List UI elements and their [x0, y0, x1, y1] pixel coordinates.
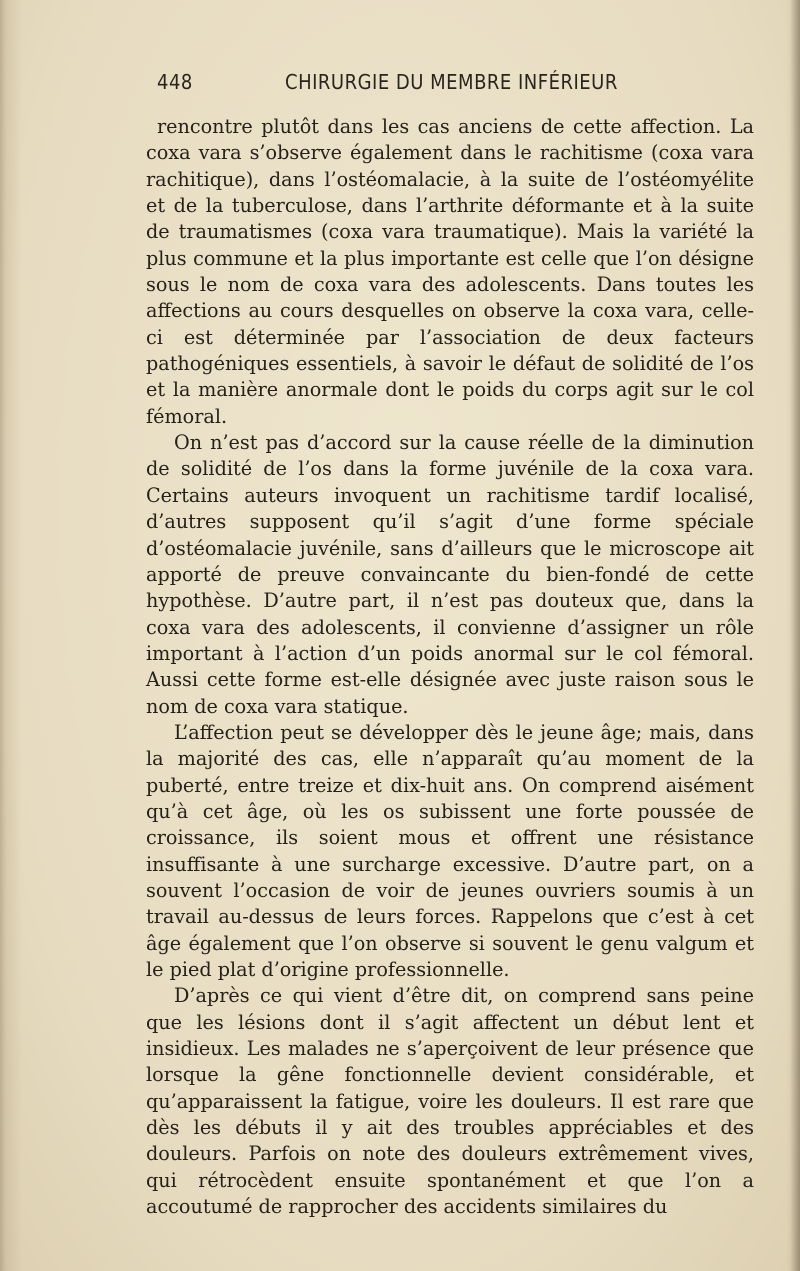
page-number: 448 — [157, 70, 193, 94]
paragraph: On n’est pas d’accord sur la cause réelle de la diminution de solidité de l’os dans la forme juvénile de la coxa vara. Certains auteurs invoquent un rachitisme tardif localisé, d’autres supposent qu’il s’agit d’une forme spéciale d’ostéomalacie juvénile, sans d’ailleurs que le microscope ait apporté de preuve convaincante du bien-fondé de cette hypothèse. D’autre part, il n’est pas douteux que, dans la coxa vara des adolescents, il convienne d’assigner un rôle important à l’action d’un poids anormal sur le col fémoral. Aussi cette forme est-elle désignée avec juste raison sous le nom de coxa vara statique. — [146, 431, 754, 718]
running-head — [157, 70, 657, 98]
page-edge-shadow — [790, 0, 800, 1271]
paragraph: D’après ce qui vient d’être dit, on comprend sans peine que les lésions dont il s’agit affectent un début lent et insidieux. Les malades ne s’aperçoivent de leur présence que lorsque la gêne fonctionnelle devient considérable, et qu’apparaissent la fatigue, voire les douleurs. Il est rare que dès les débuts il y ait des troubles appréciables et des douleurs. Parfois on note des douleurs extrêmement vives, qui rétrocèdent ensuite spontanément et que l’on a accoutumé de rapprocher des accidents similaires du — [146, 984, 754, 1219]
paragraph-continued: rencontre plutôt dans les cas anciens de cette affection. La coxa vara s’observe également dans le rachitisme (coxa vara rachitique), dans l’ostéomalacie, à la suite de l’ostéomyélite et de la tuberculose, dans l’arthrite déformante et à la suite de traumatismes (coxa vara traumatique). Mais la variété la plus commune et la plus importante est celle que l’on désigne sous le nom de coxa vara des adolescents. Dans toutes les affections au cours desquelles on observe la coxa vara, celle-ci est déterminée par l’association de deux facteurs pathogéniques essentiels, à savoir le défaut de solidité de l’os et la manière anormale dont le poids du corps agit sur le col fémoral. — [146, 115, 754, 428]
paragraph: L’affection peut se développer dès le jeune âge; mais, dans la majorité des cas, elle n’apparaît qu’au moment de la puberté, entre treize et dix-huit ans. On comprend aisément qu’à cet âge, où les os subissent une forte poussée de croissance, ils soient mous et offrent une résistance insuffisante à une surcharge excessive. D’autre part, on a souvent l’occasion de voir de jeunes ouvriers soumis à un travail au-dessus de leurs forces. Rappelons que c’est à cet âge également que l’on observe si souvent le genu valgum et le pied plat d’origine professionnelle. — [146, 720, 754, 981]
chapter-title: CHIRURGIE DU MEMBRE INFÉRIEUR — [285, 70, 618, 94]
body-text — [146, 114, 754, 1220]
